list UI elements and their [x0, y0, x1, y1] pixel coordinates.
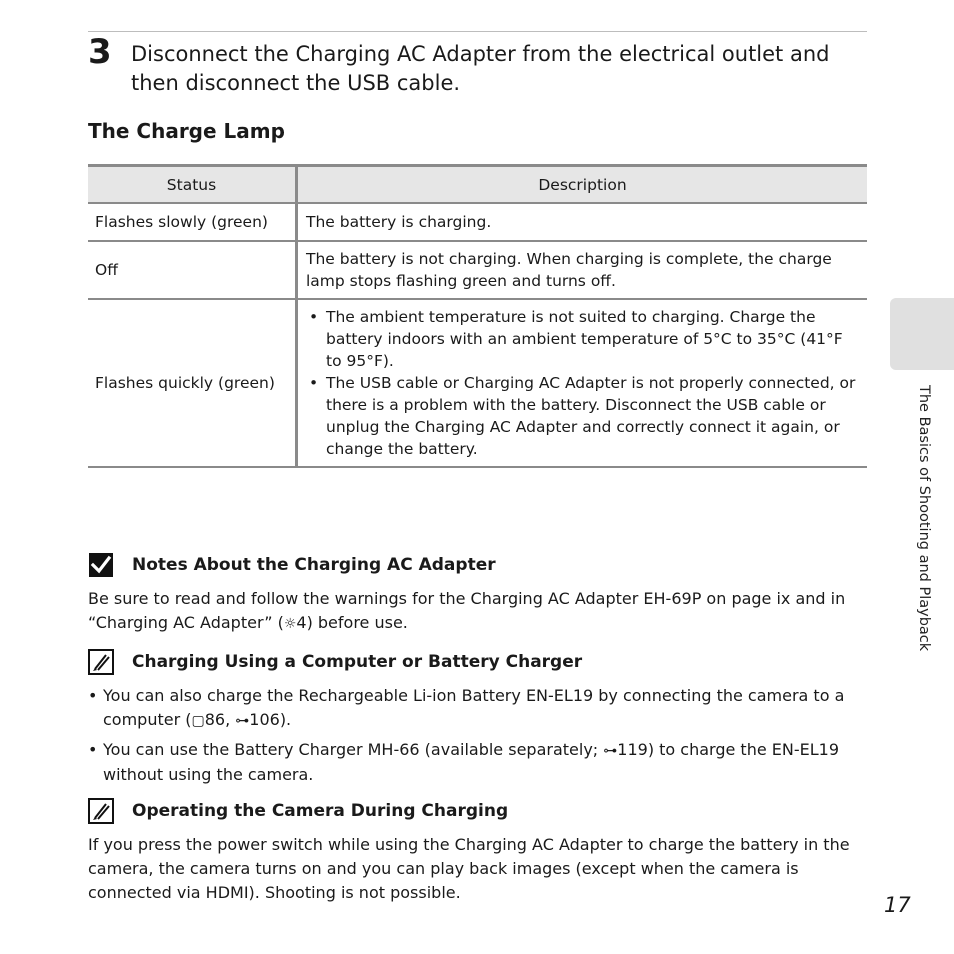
page-ref: 86 — [204, 710, 226, 729]
status-cell: Flashes quickly (green) — [88, 299, 297, 467]
page-ref: 106 — [249, 710, 280, 729]
step-instruction: Disconnect the Charging AC Adapter from the electrical outlet and then disconnect the USB cable. — [131, 42, 830, 95]
note-title: Notes About the Charging AC Adapter — [132, 555, 496, 575]
section-title: The Charge Lamp — [88, 119, 285, 143]
table-row — [88, 299, 867, 467]
page-ref: 119 — [617, 740, 648, 759]
bullet-text: You can also charge the Rechargeable Li-ion Battery EN-EL19 by connecting the camera to a computer ( — [103, 686, 845, 729]
description-bullet: • The ambient temperature is not suited to charging. Charge the battery indoors with an ambient temperature of 5°C to 35°C (41°F to 95°F). — [306, 306, 860, 372]
safety-icon: ☼ — [283, 616, 297, 632]
description-cell — [297, 299, 868, 467]
description-cell: The battery is charging. — [297, 203, 868, 241]
table-header-description: Description — [297, 166, 868, 204]
top-rule — [88, 31, 867, 32]
table-header-row — [88, 166, 867, 204]
description-cell: The battery is not charging. When charging is complete, the charge lamp stops flashing green and turns off. — [297, 241, 868, 299]
page-number: 17 — [884, 893, 911, 917]
note-title: Operating the Camera During Charging — [132, 801, 509, 821]
pencil-icon — [88, 649, 114, 675]
note-text: ) before use. — [306, 613, 408, 632]
note-header — [88, 798, 508, 824]
chapter-tab-label: The Basics of Shooting and Playback — [916, 385, 932, 652]
table-row — [88, 203, 867, 241]
status-cell: Flashes slowly (green) — [88, 203, 297, 241]
reference-icon: ⊶ — [603, 743, 618, 759]
description-bullet-list — [306, 306, 860, 460]
note-header — [88, 649, 582, 675]
charge-lamp-table — [88, 164, 867, 468]
pencil-icon — [88, 798, 114, 824]
note-body — [88, 587, 864, 636]
bullet-text: ) to charge the EN-EL19 without using the camera. — [103, 740, 839, 784]
list-item — [88, 684, 858, 733]
bullet-text: , — [225, 710, 236, 729]
note-title: Charging Using a Computer or Battery Charger — [132, 652, 583, 672]
reference-icon: ⊶ — [235, 713, 250, 729]
page-ref: 4 — [296, 613, 307, 632]
table-row — [88, 241, 867, 299]
book-ref-icon: ▢ — [191, 713, 205, 729]
step-number: 3 — [88, 32, 112, 72]
checkmark-note-icon — [88, 552, 114, 578]
note-bullet-list — [88, 684, 858, 792]
description-bullet: • The USB cable or Charging AC Adapter is not properly connected, or there is a problem with the battery. Disconnect the USB cable or unplug the Charging AC Adapter and correctly connect it again, or change the battery. — [306, 372, 860, 460]
status-cell: Off — [88, 241, 297, 299]
note-header — [88, 552, 496, 578]
list-item — [88, 738, 858, 787]
chapter-tab — [890, 298, 954, 370]
note-text: Be sure to read and follow the warnings for the Charging AC Adapter EH-69P on page ix and in “Charging AC Adapter” ( — [88, 589, 846, 632]
bullet-text: ). — [279, 710, 292, 729]
bullet-text: You can use the Battery Charger MH-66 (available separately; — [103, 740, 604, 759]
table-header-status: Status — [88, 166, 297, 204]
note-body: If you press the power switch while using the Charging AC Adapter to charge the battery in the camera, the camera turns on and you can play back images (except when the camera is connected via HDMI). Shooting is not possible. — [88, 835, 850, 902]
